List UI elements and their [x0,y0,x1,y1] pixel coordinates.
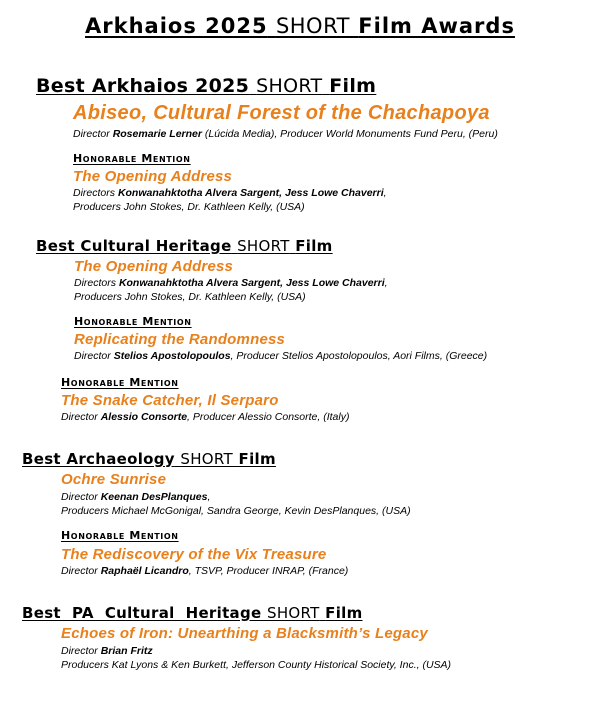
honorable-mention-label: Honorable Mention [61,529,179,542]
credit-prefix: Director [61,565,101,577]
credit-prefix: Director [61,491,101,503]
credit-name: Konwanahktotha Alvera Sargent, Jess Lowe Chaverri [118,277,385,289]
credit-prefix: Directors [73,187,118,199]
credit-suffix: , [383,187,387,199]
winner-film-title: Echoes of Iron: Unearthing a Blacksmith’s Legacy [61,625,428,642]
category-label-3: Film [295,237,333,255]
winner-credit-line-2: Producers John Stokes, Dr. Kathleen Kelly, (USA) [74,291,306,303]
winner-film-title: Abiseo, Cultural Forest of the Chachapoya [73,102,490,124]
category-label-2: SHORT [180,450,234,468]
mention-credit-line-1 [61,410,349,424]
honorable-mention-label: Honorable Mention [74,315,192,328]
title-part-3: Film Awards [358,14,515,38]
title-part-2: SHORT [275,14,350,38]
credit-prefix: Director [61,411,101,423]
winner-credit-line-1 [61,644,153,658]
winner-credit-line-1 [74,276,388,290]
credit-prefix: Director [61,645,101,657]
credit-suffix: , [207,491,211,503]
mention-film-title: The Rediscovery of the Vix Treasure [61,546,327,563]
credit-prefix: Director [74,350,114,362]
credit-name: Konwanahktotha Alvera Sargent, Jess Lowe Chaverri [117,187,384,199]
credit-name: Stelios Apostolopoulos [113,350,231,362]
credit-suffix: , TSVP, Producer INRAP, (France) [188,565,349,577]
mention-credit-line-2: Producers John Stokes, Dr. Kathleen Kelly, (USA) [73,201,305,213]
category-best-cultural-heritage [36,237,333,255]
credit-prefix: Directors [74,277,119,289]
mention-credit-line-1 [74,349,487,363]
winner-credit [73,127,498,141]
credit-suffix: , Producer Stelios Apostolopoulos, Aori Films, (Greece) [230,350,488,362]
winner-credit-line-1 [61,490,210,504]
credit-suffix: (Lúcida Media), Producer World Monuments Fund Peru, (Peru) [201,128,498,140]
mention-credit-line-1 [73,186,387,200]
credit-suffix: , Producer Alessio Consorte, (Italy) [187,411,350,423]
mention-film-title: The Snake Catcher, Il Serparo [61,392,279,409]
category-best-archaeology [22,450,276,468]
honorable-mention-label: Honorable Mention [73,152,191,165]
mention-film-title: Replicating the Randomness [74,331,286,348]
winner-film-title: The Opening Address [74,258,234,275]
mention-credit-line-1 [61,564,348,578]
category-label-1: Best PA Cultural Heritage [22,604,262,622]
winner-credit-line-2: Producers Michael McGonigal, Sandra George, Kevin DesPlanques, (USA) [61,505,411,517]
category-label-2: SHORT [237,237,290,255]
winner-credit-line-2: Producers Kat Lyons & Ken Burkett, Jefferson County Historical Society, Inc., (USA) [61,659,452,671]
category-label-2: SHORT [256,75,323,97]
category-label-3: Film [238,450,276,468]
category-label-3: Film [325,604,363,622]
honorable-mention-label: Honorable Mention [61,376,179,389]
credit-name: Rosemarie Lerner [112,128,202,140]
category-label-2: SHORT [267,604,320,622]
credit-suffix: , [384,277,388,289]
winner-film-title: Ochre Sunrise [61,471,167,488]
category-label-1: Best Archaeology [22,450,175,468]
credit-name: Keenan DesPlanques [100,491,208,503]
category-best-pa-cultural-heritage [22,604,363,622]
credit-name: Alessio Consorte [100,411,188,423]
credit-name: Raphaël Licandro [100,565,189,577]
page-title [0,14,600,38]
category-label-1: Best Arkhaios 2025 [36,75,250,97]
credit-prefix: Director [73,128,113,140]
category-best-arkhaios [36,75,376,97]
mention-film-title: The Opening Address [73,168,233,185]
category-label-3: Film [329,75,377,97]
credit-name: Brian Fritz [100,645,153,657]
title-part-1: Arkhaios 2025 [85,14,268,38]
category-label-1: Best Cultural Heritage [36,237,232,255]
